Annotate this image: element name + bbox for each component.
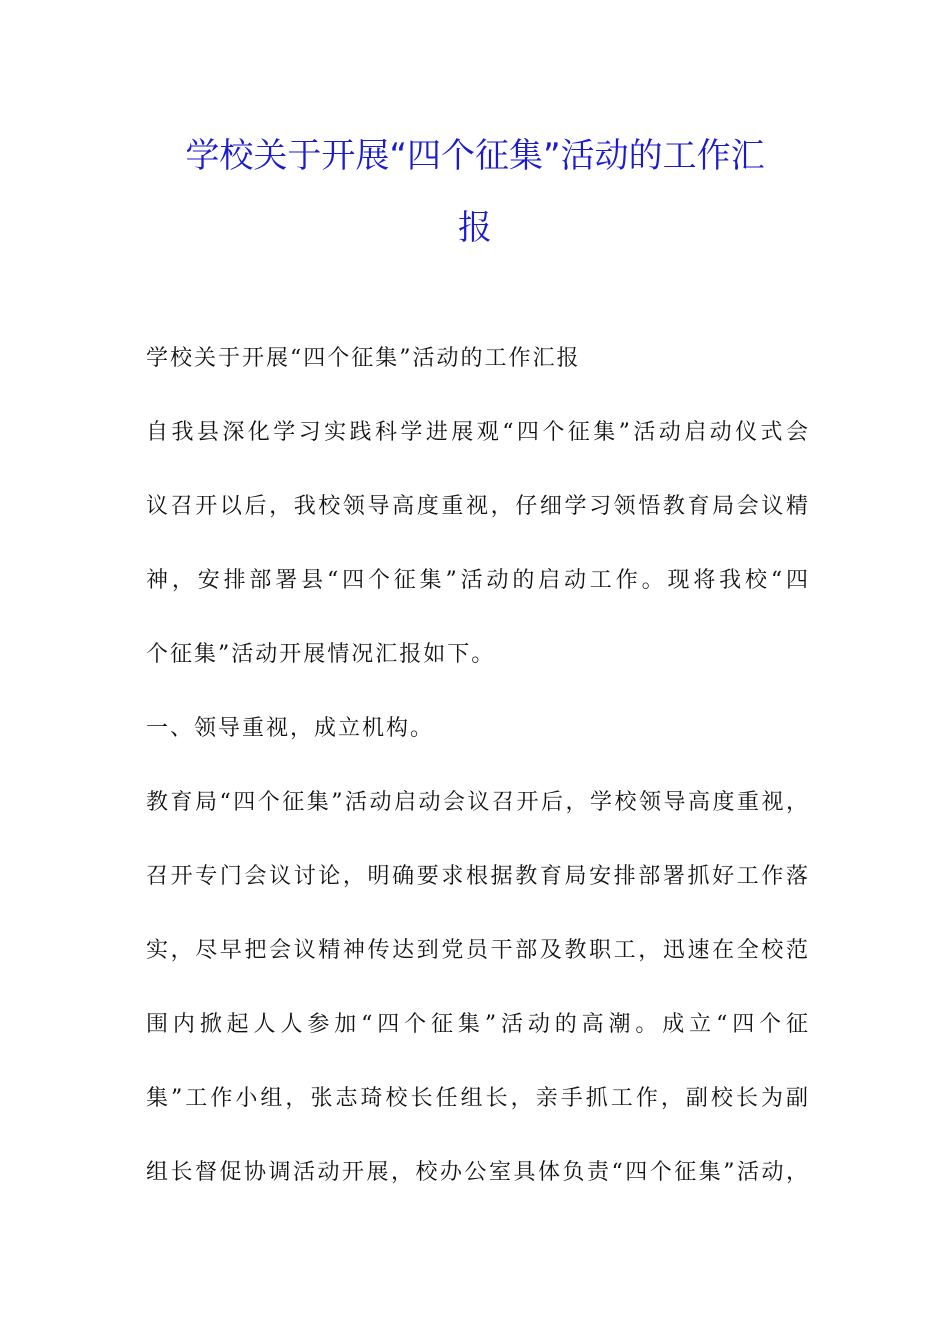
title-line-1: 学校关于开展“四个征集”活动的工作汇 <box>185 136 765 176</box>
paragraph-line: 实，尽早把会议精神传达到党员干部及教职工，迅速在全校范 <box>146 938 810 963</box>
title-line-2: 报 <box>458 208 492 248</box>
section-heading: 一、领导重视，成立机构。 <box>146 716 435 741</box>
document-body <box>146 336 810 1224</box>
paragraph-line: 组长督促协调活动开展，校办公室具体负责“四个征集”活动， <box>146 1160 810 1185</box>
paragraph-line: 神，安排部署县“四个征集”活动的启动工作。现将我校“四 <box>146 568 810 593</box>
paragraph-line: 教育局“四个征集”活动启动会议召开后，学校领导高度重视， <box>146 790 810 815</box>
subtitle-line: 学校关于开展“四个征集”活动的工作汇报 <box>146 346 581 371</box>
paragraph-line: 议召开以后，我校领导高度重视，仔细学习领悟教育局会议精 <box>146 494 810 519</box>
paragraph-line: 个征集”活动开展情况汇报如下。 <box>146 642 496 667</box>
paragraph-line: 集”工作小组，张志琦校长任组长，亲手抓工作，副校长为副 <box>146 1086 810 1111</box>
paragraph-line: 围内掀起人人参加“四个征集”活动的高潮。成立“四个征 <box>146 1012 810 1037</box>
document-title <box>120 120 830 264</box>
paragraph-line: 召开专门会议讨论，明确要求根据教育局安排部署抓好工作落 <box>146 864 810 889</box>
paragraph-line: 自我县深化学习实践科学进展观“四个征集”活动启动仪式会 <box>146 420 810 445</box>
